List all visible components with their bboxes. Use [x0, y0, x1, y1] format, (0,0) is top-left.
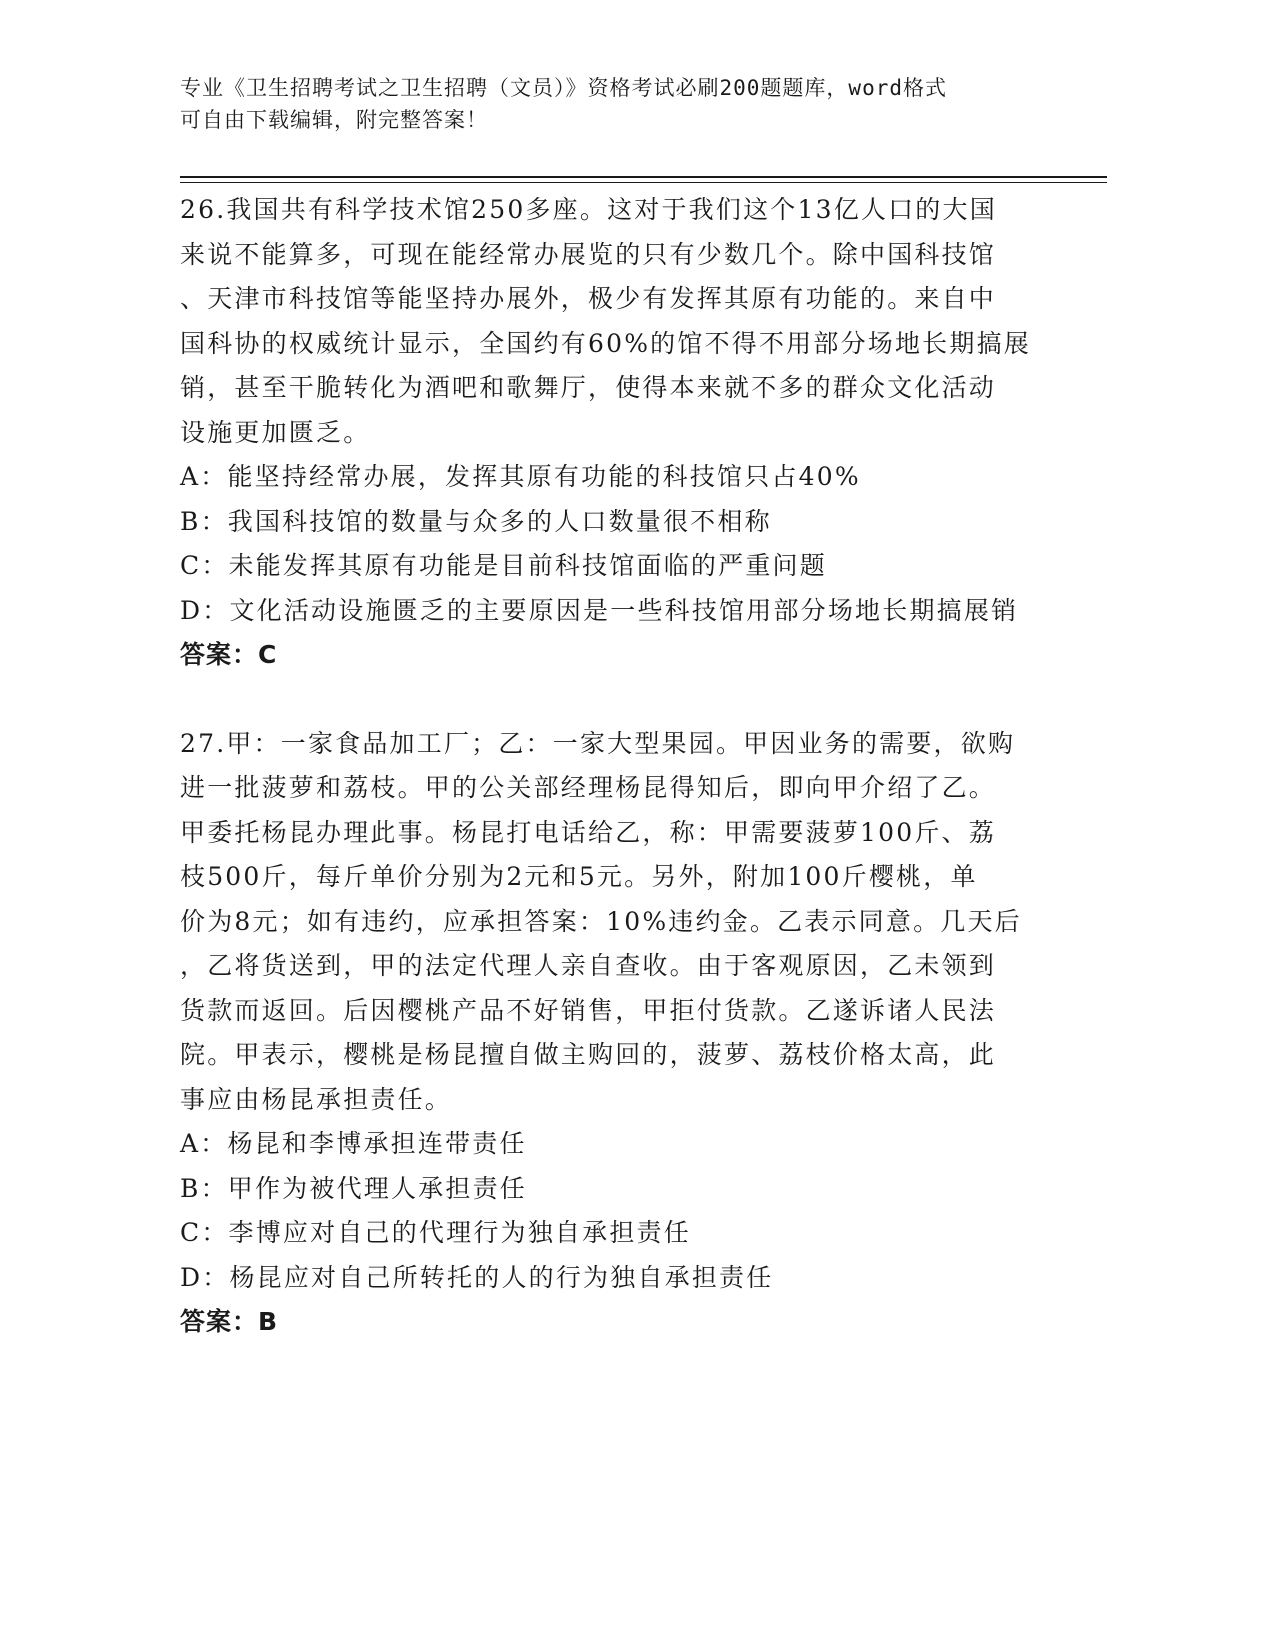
stem-line: 枝500斤，每斤单价分别为2元和5元。另外，附加100斤樱桃，单	[180, 862, 978, 891]
option-d: D：文化活动设施匮乏的主要原因是一些科技馆用部分场地长期搞展销	[180, 595, 1019, 625]
header-line-1: 专业《卫生招聘考试之卫生招聘（文员）》资格考试必刷200题题库，word格式	[180, 76, 947, 100]
stem-line: 甲委托杨昆办理此事。杨昆打电话给乙，称：甲需要菠萝100斤、荔	[180, 817, 996, 847]
question-26	[180, 188, 1060, 678]
stem-line: 来说不能算多，可现在能经常办展览的只有少数几个。除中国科技馆	[180, 239, 997, 269]
stem-line: 、天津市科技馆等能坚持办展外，极少有发挥其原有功能的。来自中	[180, 284, 997, 313]
stem-line: 26.我国共有科学技术馆250多座。这对于我们这个13亿人口的大国	[180, 195, 997, 224]
stem-line: 货款而返回。后因樱桃产品不好销售，甲拒付货款。乙遂诉诸人民法	[180, 995, 997, 1025]
stem-line: 院。甲表示，樱桃是杨昆擅自做主购回的，菠萝、荔枝价格太高，此	[180, 1040, 997, 1069]
answer-label: 答案：C	[180, 640, 278, 669]
option-c: C：李博应对自己的代理行为独自承担责任	[180, 1218, 691, 1247]
stem-line: 国科协的权威统计显示，全国约有60%的馆不得不用部分场地长期搞展	[180, 328, 1031, 358]
option-list	[180, 1122, 1060, 1300]
question-stem	[180, 722, 1060, 1123]
answer-label: 答案：B	[180, 1307, 279, 1336]
option-a: A：杨昆和李博承担连带责任	[180, 1129, 527, 1158]
document-header	[180, 72, 1060, 136]
option-b: B：我国科技馆的数量与众多的人口数量很不相称	[180, 506, 772, 536]
option-list	[180, 455, 1060, 633]
option-b: B：甲作为被代理人承担责任	[180, 1173, 527, 1203]
stem-line: 27.甲：一家食品加工厂；乙：一家大型果园。甲因业务的需要，欲购	[180, 728, 1016, 758]
question-stem	[180, 188, 1060, 455]
question-27	[180, 722, 1060, 1345]
question-list	[180, 188, 1060, 1345]
header-line-2: 可自由下载编辑，附完整答案！	[180, 108, 488, 132]
header-divider-thick	[180, 176, 1107, 178]
stem-line: 设施更加匮乏。	[180, 417, 371, 447]
stem-line: 进一批菠萝和荔枝。甲的公关部经理杨昆得知后，即向甲介绍了乙。	[180, 773, 997, 802]
question-spacer	[180, 678, 1060, 722]
stem-line: 事应由杨昆承担责任。	[180, 1084, 453, 1114]
option-c: C：未能发挥其原有功能是目前科技馆面临的严重问题	[180, 551, 827, 580]
header-divider-thin	[180, 182, 1107, 183]
stem-line: 价为8元；如有违约，应承担答案：10%违约金。乙表示同意。几天后	[180, 906, 1022, 936]
option-d: D：杨昆应对自己所转托的人的行为独自承担责任	[180, 1262, 774, 1292]
option-a: A：能坚持经常办展，发挥其原有功能的科技馆只占40%	[180, 462, 861, 491]
stem-line: ，乙将货送到，甲的法定代理人亲自查收。由于客观原因，乙未领到	[180, 951, 997, 980]
stem-line: 销，甚至干脆转化为酒吧和歌舞厅，使得本来就不多的群众文化活动	[180, 373, 997, 402]
